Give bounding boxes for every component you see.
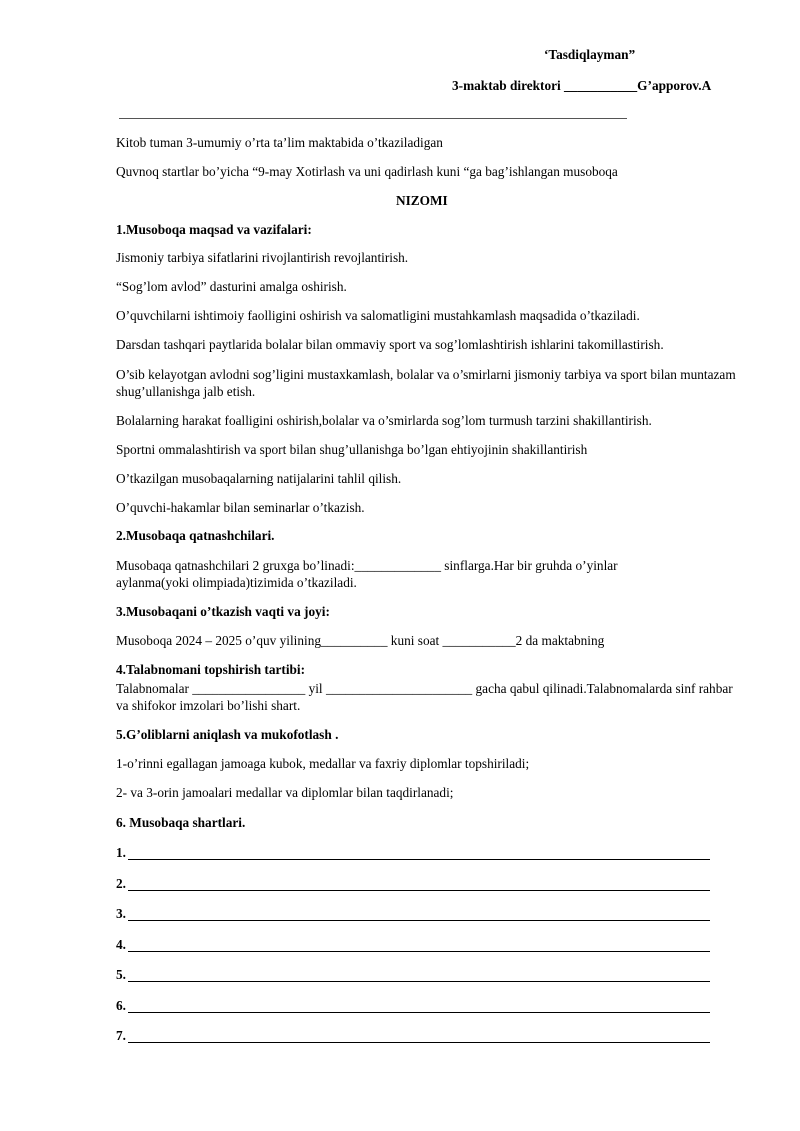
condition-line-5 [116,967,710,985]
condition-number: 3. [116,906,126,921]
intro-line-2: Quvnoq startlar bo’yicha “9-may Xotirlash va uni qadirlash kuni “ga bag’ishlangan musoboqa [116,164,618,179]
section-1-item: Darsdan tashqari paytlarida bolalar bilan ommaviy sport va sog’lomlashtirish ishlarini takomillastirish. [116,337,664,352]
approval-label: ‘Tasdiqlayman” [544,47,636,62]
section-6-heading: 6. Musobaqa shartlari. [116,815,246,830]
section-1-item: Bolalarning harakat foalligini oshirish,bolalar va o’smirlarda sog’lom turmush tarzini shakillantirish. [116,413,652,428]
section-2-text: Musobaqa qatnashchilari 2 gruxga bo’linadi:_____________ sinflarga.Har bir gruhda o’yinlar aylanma(yoki olimpiada)tizimida o’tkaziladi. [116,558,618,590]
section-5-item: 2- va 3-orin jamoalari medallar va diplomlar bilan taqdirlanadi; [116,785,454,800]
section-1-item: Jismoniy tarbiya sifatlarini rivojlantirish revojlantirish. [116,250,409,265]
document-title: NIZOMI [396,193,448,208]
director-signature-line: 3-maktab direktori ___________G’apporov.A [452,78,712,93]
condition-number: 6. [116,998,126,1013]
section-1-item: Sportni ommalashtirish va sport bilan shug’ullanishga bo’lgan ehtiyojinin shakillantirish [116,442,588,457]
section-4-heading: 4.Talabnomani topshirish tartibi: [116,662,306,677]
section-1-item: O’tkazilgan musobaqalarning natijalarini tahlil qilish. [116,471,402,486]
section-1-item: O’sib kelayotgan avlodni sog’ligini mustaxkamlash, bolalar va o’smirlarni jismoniy tarbiya va sport bilan muntazam shug’ullanishga jalb etish. [116,367,736,399]
condition-line-3 [116,906,710,924]
section-2-heading: 2.Musobaqa qatnashchilari. [116,528,275,543]
header-divider [119,118,627,119]
condition-line-2 [116,876,710,894]
section-5-item: 1-o’rinni egallagan jamoaga kubok, medallar va faxriy diplomlar topshiriladi; [116,756,530,771]
section-3-heading: 3.Musobaqani o’tkazish vaqti va joyi: [116,604,330,619]
intro-line-1: Kitob tuman 3-umumiy o’rta ta’lim maktabida o’tkaziladigan [116,135,443,150]
section-5-heading: 5.G’oliblarni aniqlash va mukofotlash . [116,727,339,742]
condition-number: 1. [116,845,126,860]
condition-number: 5. [116,967,126,982]
condition-line-1 [116,845,710,863]
section-1-heading: 1.Musoboqa maqsad va vazifalari: [116,222,312,237]
section-1-item: O’quvchilarni ishtimoiy faolligini oshirish va salomatligini mustahkamlash maqsadida o’tkaziladi. [116,308,640,323]
condition-number: 4. [116,937,126,952]
section-3-text: Musoboqa 2024 – 2025 o’quv yilining__________ kuni soat ___________2 da maktabning [116,633,605,648]
section-4-text: Talabnomalar _________________ yil ______________________ gacha qabul qilinadi.Talabnomalarda sinf rahbar va shifokor imzolari bo’lishi shart. [116,681,733,713]
condition-line-7 [116,1028,710,1046]
condition-number: 7. [116,1028,126,1043]
condition-number: 2. [116,876,126,891]
condition-line-6 [116,998,710,1016]
section-1-item: O’quvchi-hakamlar bilan seminarlar o’tkazish. [116,500,365,515]
section-1-item: “Sog’lom avlod” dasturini amalga oshirish. [116,279,347,294]
condition-line-4 [116,937,710,955]
